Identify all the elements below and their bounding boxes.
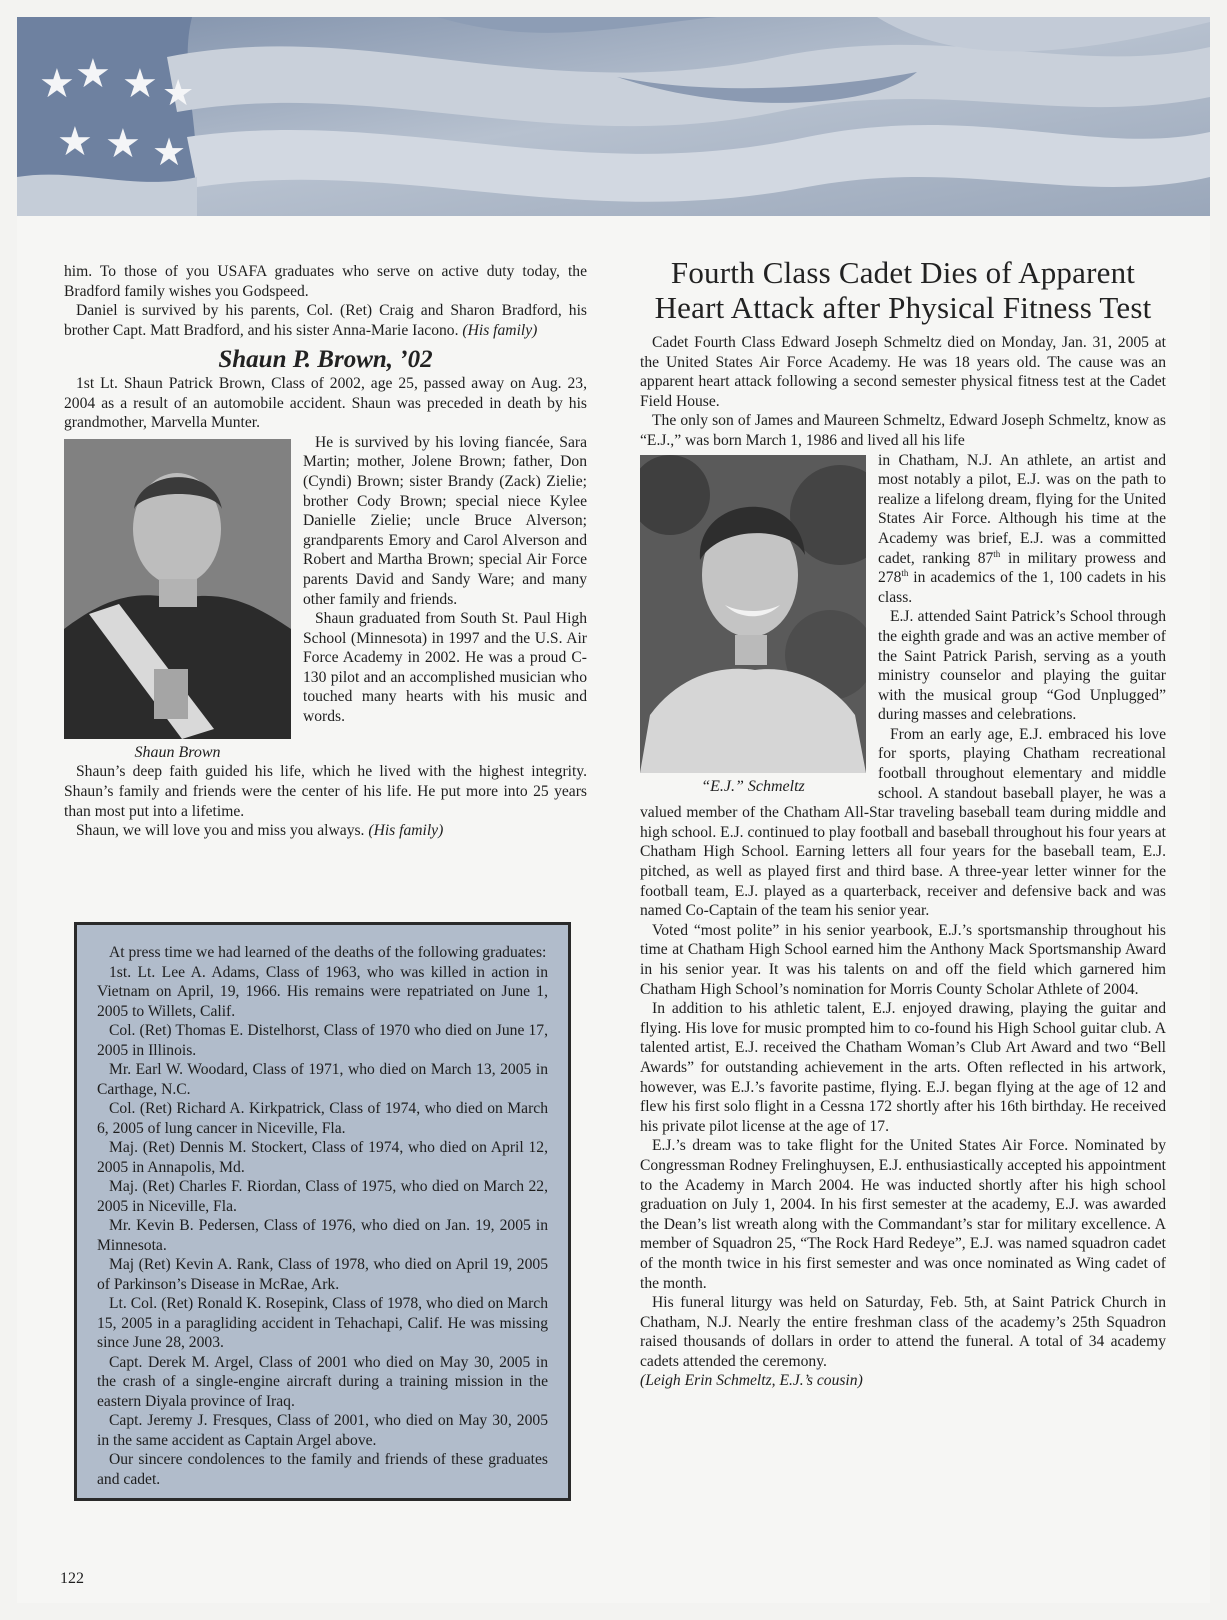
obit-first-paragraph: 1st Lt. Shaun Patrick Brown, Class of 2002, age 25, passed away on Aug. 23, 2004 as a result of an automobile accident. Shaun was preceded in death by his grandmother, Marvella Munter. [64, 374, 587, 432]
right-column [640, 255, 1166, 1391]
shaun-brown-photo [64, 439, 291, 739]
notice-item: Maj (Ret) Kevin A. Rank, Class of 1978, who died on April 19, 2005 of Parkinson’s Disease in McRae, Ark. [97, 1256, 548, 1293]
obit-survivors-paragraph: He is survived by his loving fiancée, Sara Martin; mother, Jolene Brown; father, Don (Cyndi) Brown; sister Brandy (Zack) Zielie; brother Cody Brown; special niece Kylee Danielle Zielie; uncle Bruce Alverson; grandparents Emory and Carol Alverson and Robert and Martha Brown; special Air Force parents David and Sandy Ware; and many other family and friends. [303, 433, 587, 608]
notice-condolences: Our sincere condolences to the family and friends of these graduates and cadet. [97, 1451, 548, 1488]
obit-attribution: (His family) [368, 822, 444, 840]
page-number: 122 [60, 1570, 84, 1587]
notice-item: Maj. (Ret) Charles F. Riordan, Class of 1975, who died on March 22, 2005 in Niceville, Fla. [97, 1178, 548, 1215]
shaun-brown-photo-figure [64, 439, 291, 763]
obit-last-paragraph: Shaun, we will love you and miss you always. (His family) [76, 822, 444, 840]
notice-intro: At press time we had learned of the deaths of the following graduates: [109, 944, 547, 961]
notice-item: Col. (Ret) Richard A. Kirkpatrick, Class of 1974, who died on March 6, 2005 of lung cancer in Niceville, Fla. [97, 1100, 548, 1137]
notice-item: 1st. Lt. Lee A. Adams, Class of 1963, who was killed in action in Vietnam on April, 19, 1966. His remains were repatriated on June 1, 2005 to Willets, Calif. [97, 963, 548, 1020]
notice-item: Capt. Derek M. Argel, Class of 2001 who died on May 30, 2005 in the crash of a single-engine aircraft during a training mission in the eastern Diyala province of Iraq. [97, 1353, 548, 1410]
body-paragraph-1: Voted “most polite” in his senior yearbook, E.J.’s sportsmanship throughout his time at Chatham High School earned him the Anthony Mack Sportsmanship Award in his senior year. It was his talents on and off the field which garnered him Chatham High School’s nomination for Morris County Scholar Athlete of 2004. [640, 921, 1166, 998]
article-headline: Fourth Class Cadet Dies of Apparent Heart Attack after Physical Fitness Test [654, 255, 1152, 325]
left-column [64, 262, 587, 841]
notice-item: Lt. Col. (Ret) Ronald K. Rosepink, Class of 1978, who died on March 15, 2005 in a paragliding accident in Tehachapi, Calif. He was missing since June 28, 2003. [97, 1295, 548, 1351]
intro-paragraph-1: him. To those of you USAFA graduates who serve on active duty today, the Bradford family wishes you Godspeed. [64, 263, 587, 300]
notice-item: Maj. (Ret) Dennis M. Stockert, Class of 1974, who died on April 12, 2005 in Annapolis, Md. [97, 1139, 548, 1176]
flag-banner-image [17, 17, 1210, 216]
svg-text:★: ★ [152, 130, 187, 174]
notice-item: Col. (Ret) Thomas E. Distelhorst, Class of 1970 who died on June 17, 2005 in Illinois. [97, 1022, 548, 1059]
article-attribution: (Leigh Erin Schmeltz, E.J.’s cousin) [640, 1372, 863, 1390]
ej-schmeltz-photo-caption: “E.J.” Schmeltz [701, 777, 805, 795]
wrap-paragraph-1: in Chatham, N.J. An athlete, an artist and most notably a pilot, E.J. was on the path to realize a lifelong dream, flying for the United States Air Force. Although his time at the Academy was brief, E.J. was a committed cadet, ranking 87th in military prowess and 278th in academics of the 1, 100 cadets in his class. [878, 451, 1166, 606]
lead-paragraph-2: The only son of James and Maureen Schmeltz, Edward Joseph Schmeltz, know as “E.J.,” was born March 1, 1986 and lived all his life [640, 412, 1166, 449]
wrap-paragraph-2: E.J. attended Saint Patrick’s School through the eighth grade and was an active member of the Saint Patrick Parish, serving as a youth ministry counselor and playing the guitar with the musical group “God Unplugged” during masses and celebrations. [878, 608, 1166, 724]
notice-item: Mr. Kevin B. Pedersen, Class of 1976, who died on Jan. 19, 2005 in Minnesota. [97, 1217, 548, 1254]
ej-schmeltz-photo-figure [640, 451, 866, 797]
svg-text:★: ★ [162, 73, 195, 114]
ej-schmeltz-photo [640, 455, 866, 773]
intro-attribution: (His family) [462, 321, 538, 339]
notice-item: Capt. Jeremy J. Fresques, Class of 2001, who died on May 30, 2005 in the same accident as Captain Argel above. [97, 1412, 548, 1449]
obit-title-shaun-brown: Shaun P. Brown, ’02 [218, 346, 433, 374]
body-paragraph-4: His funeral liturgy was held on Saturday, Feb. 5th, at Saint Patrick Church in Chatham, N.J. Nearly the entire freshman class of the academy’s 25th Squadron raised thousands of dollars in order to attend the funeral. A total of 34 academy cadets attended the ceremony. [640, 1294, 1166, 1370]
body-paragraph-3: E.J.’s dream was to take flight for the United States Air Force. Nominated by Congressman Rodney Frelinghuysen, E.J. enthusiastically accepted his appointment to the Academy in March 2004. He was inducted shortly after his high school graduation on July 1, 2004. In his first semester at the academy, E.J. was awarded the Dean’s list wreath along with the Commandant’s star for military excellence. A member of Squadron 25, “The Rock Hard Redeye”, E.J. was named squadron cadet of the month twice in his first semester and was once nominated as Wing cadet of the month. [640, 1137, 1166, 1292]
svg-text:★: ★ [122, 61, 158, 107]
wrap-paragraph-3: From an early age, E.J. embraced his love for sports, playing Chatham recreational football throughout elementary and middle school. A standout baseball player, he was a valued member of the Chatham All-Star traveling baseball team during middle and high school. E.J. continued to play football and baseball throughout his four years at Chatham High School. Earning letters all four years for the baseball team, E.J. pitched, as well as played first and third base. A three-year letter winner for the football team, E.J. played as a quarterback, receiver and defensive back and was named Co-Captain of the team his senior year. [640, 725, 1166, 920]
body-paragraph-2: In addition to his athletic talent, E.J. enjoyed drawing, playing the guitar and flying. His love for music prompted him to co-found his High School guitar club. A talented artist, E.J. received the Chatham Woman’s Club Art Award and two “Bell Awards” for outstanding achievement in the arts. Often reflected in his artwork, however, was E.J.’s favorite pastime, flying. E.J. began flying at the age of 12 and flew his first solo flight in a Cessna 172 shortly after his 16th birthday. He received his private pilot license at the age of 17. [640, 1000, 1166, 1135]
shaun-brown-photo-caption: Shaun Brown [134, 743, 221, 761]
svg-text:★: ★ [57, 119, 93, 165]
intro-paragraph-2: Daniel is survived by his parents, Col. (Ret) Craig and Sharon Bradford, his brother Capt. Matt Bradford, and his sister Anna-Marie Iacono. (His family) [64, 302, 587, 339]
svg-text:★: ★ [39, 61, 75, 107]
notice-item: Mr. Earl W. Woodard, Class of 1971, who died on March 13, 2005 in Carthage, N.C. [97, 1061, 548, 1098]
obit-faith-paragraph: Shaun’s deep faith guided his life, which he lived with the highest integrity. Shaun’s family and friends were the center of his life. He put more into 25 years than most put into a lifetime. [64, 763, 587, 820]
deaths-notice-box [74, 922, 571, 1501]
obit-education-paragraph: Shaun graduated from South St. Paul High School (Minnesota) in 1997 and the U.S. Air Force Academy in 2002. He was a proud C-130 pilot and an accomplished musician who touched many hearts with his music and words. [303, 610, 587, 726]
lead-paragraph-1: Cadet Fourth Class Edward Joseph Schmeltz died on Monday, Jan. 31, 2005 at the United States Air Force Academy. He was 18 years old. The cause was an apparent heart attack following a second semester physical fitness test at the Cadet Field House. [640, 334, 1166, 410]
svg-text:★: ★ [105, 121, 141, 167]
svg-text:★: ★ [75, 51, 111, 97]
